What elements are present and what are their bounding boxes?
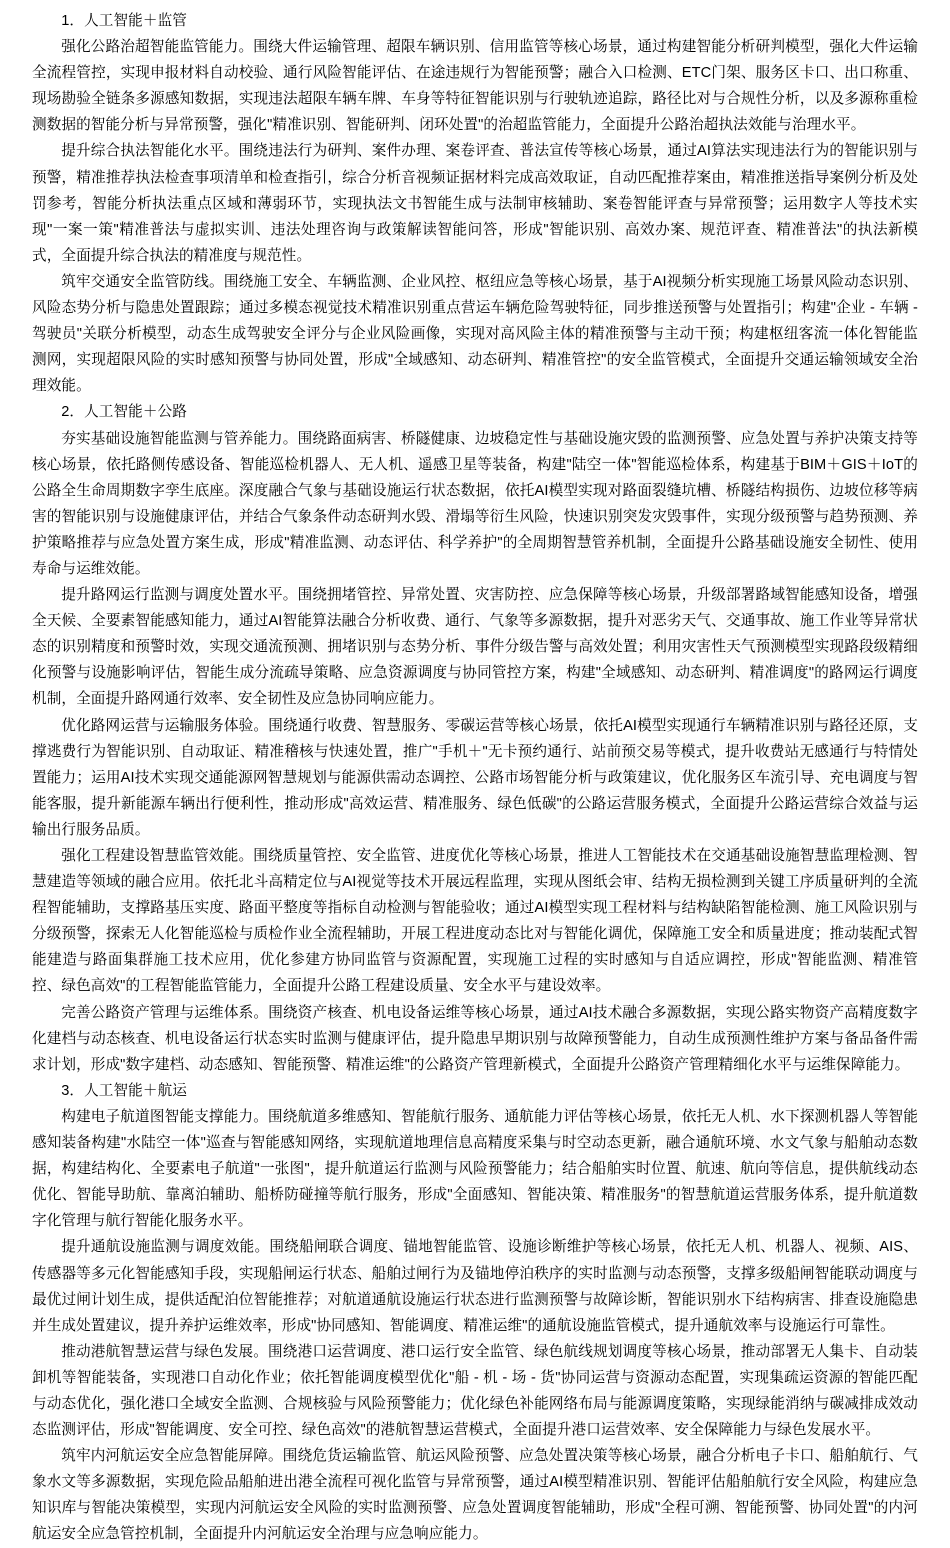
paragraph: 提升路网运行监测与调度处置水平。围绕拥堵管控、异常处置、灾害防控、应急保障等核心场景，升级部署路域智能感知设备，增强全天候、全要素智能感知能力，通过AI智能算法融合分析收费、通行、气象等多源数据，提升对恶劣天气、交通事故、施工作业等异常状态的识别精度和预警时效，实现交通流预测、拥堵识别与态势分析、事件分级告警与高效处置；利用灾害性天气预测模型实现路段级精细化预警与设施影响评估，智能生成分流疏导策略、应急资源调度与协同管控方案，构建"全域感知、动态研判、精准调度"的路网运行调度机制，全面提升路网通行效率、安全韧性及应急协同响应能力。 xyxy=(32,587,918,708)
paragraph: 夯实基础设施智能监测与管养能力。围绕路面病害、桥隧健康、边坡稳定性与基础设施灾毁的监测预警、应急处置与养护决策支持等核心场景，依托路侧传感设备、智能巡检机器人、无人机、遥感卫星等装备，构建"陆空一体"智能巡检体系，构建基于BIM＋GIS＋IoT的公路全生命周期数字孪生底座。深度融合气象与基础设施运行状态数据，依托AI模型实现对路面裂缝坑槽、桥隧结构损伤、边坡位移等病害的智能识别与设施健康评估，并结合气象条件动态研判水毁、滑塌等衍生风险，快速识别突发灾毁事件，实现分级预警与趋势预测、养护策略推荐与应急处置方案生成，形成"精准监测、动态评估、科学养护"的全周期智慧管养机制，全面提升公路基础设施安全韧性、使用寿命与运维效能。 xyxy=(32,430,918,577)
paragraph: 提升通航设施监测与调度效能。围绕船闸联合调度、锚地智能监管、设施诊断维护等核心场景，依托无人机、机器人、视频、AIS、传感器等多元化智能感知手段，实现船闸运行状态、船舶过闸行为及锚地停泊秩序的实时监测与动态预警，支撑多级船闸智能联动调度与最优过闸计划生成，提供适配泊位智能推荐；对航道通航设施运行状态进行监测预警与故障诊断，智能识别水下结构病害、排查设施隐患并生成处置建议，提升养护运维效率，形成"协同感知、智能调度、精准运维"的通航设施监管模式，提升通航效率与设施运行可靠性。 xyxy=(32,1239,918,1334)
section-heading-2: 2．人工智能＋公路 xyxy=(61,404,187,421)
section-heading-3: 3．人工智能＋航运 xyxy=(61,1082,187,1099)
section-heading-1: 1．人工智能＋监管 xyxy=(61,13,187,29)
paragraph: 构建电子航道图智能支撑能力。围绕航道多维感知、智能航行服务、通航能力评估等核心场景，依托无人机、水下探测机器人等智能感知装备构建"水陆空一体"巡查与智能感知网络，实现航道地理信息高精度采集与时空动态更新，融合通航环境、水文气象与船舶动态数据，构建结构化、全要素电子航道"一张图"，提升航道运行监测与风险预警能力；结合船舶实时位置、航速、航向等信息，提供航线动态优化、智能导助航、靠离泊辅助、船桥防碰撞等航行服务，形成"全面感知、智能决策、精准服务"的智慧航道运营服务体系，提升航道数字化管理与航行智能化服务水平。 xyxy=(32,1108,918,1230)
paragraph: 强化公路治超智能监管能力。围绕大件运输管理、超限车辆识别、信用监管等核心场景，通过构建智能分析研判模型，强化大件运输全流程管控，实现申报材料自动校验、通行风险智能评估、在途违规行为智能预警；融合入口检测、ETC门架、服务区卡口、出口称重、现场勘验全链条多源感知数据，实现违法超限车辆车牌、车身等特征智能识别与行驶轨迹追踪，路径比对与合规性分析，以及多源称重检测数据的智能分析与异常预警，强化"精准识别、智能研判、闭环处置"的治超监管能力，全面提升公路治超执法效能与治理水平。 xyxy=(32,39,918,134)
paragraph: 完善公路资产管理与运维体系。围绕资产核查、机电设备运维等核心场景，通过AI技术融合多源数据，实现公路实物资产高精度数字化建档与动态核查、机电设备运行状态实时监测与健康评估，提升隐患早期识别与故障预警能力，自动生成预测性维护方案与备品备件需求计划，形成"数字建档、动态感知、智能预警、精准运维"的公路资产管理新模式，全面提升公路资产管理精细化水平与运维保障能力。 xyxy=(32,1004,918,1073)
paragraph: 筑牢交通安全监管防线。围绕施工安全、车辆监测、企业风控、枢纽应急等核心场景，基于AI视频分析实现施工场景风险动态识别、风险态势分析与隐患处置跟踪；通过多模态视觉技术精准识别重点营运车辆危险驾驶特征，同步推送预警与处置指引；构建"企业 - 车辆 - 驾驶员"关联分析模型，动态生成驾驶安全评分与企业风险画像，实现对高风险主体的精准预警与主动干预；构建枢纽客流一体化智能监测网，实现超限风险的实时感知预警与协同处置，形成"全域感知、动态研判、精准管控"的安全监管模式，全面提升交通运输领域安全治理效能。 xyxy=(32,273,918,395)
paragraph: 强化工程建设智慧监管效能。围绕质量管控、安全监管、进度优化等核心场景，推进人工智能技术在交通基础设施智慧监理检测、智慧建造等领域的融合应用。依托北斗高精定位与AI视觉等技术开展远程监理，实现从图纸会审、结构无损检测到关键工序质量研判的全流程智能辅助，支撑路基压实度、路面平整度等指标自动检测与智能验收；通过AI模型实现工程材料与结构缺陷智能检测、施工风险识别与分级预警，探索无人化智能巡检与质检作业全流程辅助，开展工程进度动态比对与智能化调优，保障施工安全和质量进度；推动装配式智能建造与路面集群施工技术应用，优化参建方协同监管与资源配置，实现施工过程的实时感知与自适应调控，形成"智能监测、精准管控、绿色高效"的工程智能监管能力，全面提升公路工程建设质量、安全水平与建设效率。 xyxy=(32,848,918,995)
document-body xyxy=(32,8,918,1548)
paragraph: 推动港航智慧运营与绿色发展。围绕港口运营调度、港口运行安全监管、绿色航线规划调度等核心场景，推动部署无人集卡、自动装卸机等智能装备，实现港口自动化作业；依托智能调度模型优化"船 - 机 - 场 - 货"协同运营与资源动态配置，实现集疏运资源的智能匹配与动态优化，强化港口全域安全监测、合规核验与风险预警能力；优化绿色补能网络布局与能源调度策略，实现绿能消纳与碳减排成效动态监测评估，形成"智能调度、安全可控、绿色高效"的港航智慧运营模式，全面提升港口运营效率、安全保障能力与绿色发展水平。 xyxy=(32,1343,918,1439)
paragraph: 提升综合执法智能化水平。围绕违法行为研判、案件办理、案卷评查、普法宣传等核心场景，通过AI算法实现违法行为的智能识别与预警，精准推荐执法检查事项清单和检查指引，综合分析音视频证据材料完成高效取证，自动匹配推荐案由，精准推送指导案例分析及处罚参考，智能分析执法重点区域和薄弱环节，实现执法文书智能生成与法制审核辅助、案卷智能评查与异常预警；运用数字人等技术实现"一案一策"精准普法与虚拟实训、违法处理咨询与政策解读智能问答，形成"智能识别、高效办案、规范评查、精准普法"的执法新模式，全面提升综合执法的精准度与规范性。 xyxy=(32,143,918,264)
paragraph: 筑牢内河航运安全应急智能屏障。围绕危货运输监管、航运风险预警、应急处置决策等核心场景，融合分析电子卡口、船舶航行、气象水文等多源数据，实现危险品船舶进出港全流程可视化监管与异常预警，通过AI模型精准识别、智能评估船舶航行安全风险，构建应急知识库与智能决策模型，实现内河航运安全风险的实时监测预警、应急处置调度智能辅助，形成"全程可溯、智能预警、协同处置"的内河航运安全应急管控机制，全面提升内河航运安全治理与应急响应能力。 xyxy=(32,1448,918,1543)
paragraph: 优化路网运营与运输服务体验。围绕通行收费、智慧服务、零碳运营等核心场景，依托AI模型实现通行车辆精准识别与路径还原，支撑逃费行为智能识别、自动取证、精准稽核与快速处置，推广"手机＋"无卡预约通行、站前预交易等模式，提升收费站无感通行与特情处置能力；运用AI技术实现交通能源网智慧规划与能源供需动态调控、公路市场智能分析与政策建议，优化服务区车流引导、充电调度与智能客服，提升新能源车辆出行便利性，推动形成"高效运营、精准服务、绿色低碳"的公路运营服务模式，全面提升公路运营综合效益与运输出行服务品质。 xyxy=(32,717,918,838)
